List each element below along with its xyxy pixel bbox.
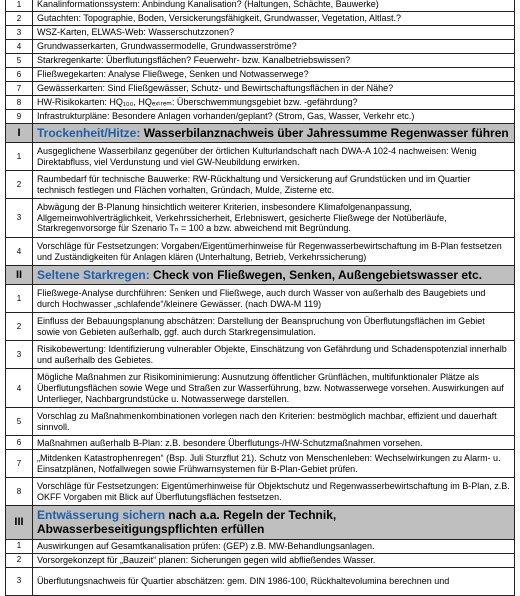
row-text: Gewässerkarten: Sind Fließgewässer, Schutz- und Bewirtschaftungsflächen in der Nähe? xyxy=(33,82,515,96)
section-numeral: II xyxy=(6,266,33,285)
row-text: Abwägung der B-Planung hinsichtlich weiterer Kriterien, insbesondere Klimafolgenanpassung, Allgemeinwohlverträglichkeit, Verkehrssicherheit, Erlebniswert, gesicherte Fließwege der Notüberläufe, Starkregenvorsorge für Szenario Tₙ = 100 a bzw. abweichend mit Begründung. xyxy=(33,199,515,238)
row-number: 5 xyxy=(6,408,33,436)
row-number: 8 xyxy=(6,96,33,110)
row-number: 7 xyxy=(6,450,33,478)
section-numeral: I xyxy=(6,124,33,143)
table-row xyxy=(6,408,515,436)
row-text: Kanalinformationssystem: Anbindung Kanalisation? (Haltungen, Schächte, Bauwerke) xyxy=(33,0,515,12)
table-row xyxy=(6,567,515,595)
row-text: Risikobewertung: Identifizierung vulnerabler Objekte, Einschätzung von Gefährdung und Schadenspotenzial innerhalb und außerhalb des Gebietes. xyxy=(33,341,515,369)
table-row xyxy=(6,96,515,110)
section-highlight: Entwässerung sichern xyxy=(37,508,166,523)
row-text: Maßnahmen außerhalb B-Plan: z.B. besondere Überflutungs-/HW-Schutzmaßnahmen vorsehen. xyxy=(33,436,515,450)
table-row xyxy=(6,0,515,12)
row-number: 1 xyxy=(6,539,33,553)
row-number: 8 xyxy=(6,478,33,506)
section-highlight: Trockenheit/Hitze: xyxy=(37,126,141,140)
section-title-text: Check von Fließwegen, Senken, Außengebietswasser etc. xyxy=(149,268,483,283)
row-number: 6 xyxy=(6,68,33,82)
table-row xyxy=(6,12,515,26)
row-number: 3 xyxy=(6,199,33,238)
table-row xyxy=(6,110,515,124)
row-number: 3 xyxy=(6,567,33,595)
row-number: 1 xyxy=(6,143,33,171)
row-number: 1 xyxy=(6,285,33,313)
table-row xyxy=(6,539,515,553)
row-text: WSZ-Karten, ELWAS-Web: Wasserschutzzonen? xyxy=(33,26,515,40)
section-header xyxy=(6,266,515,285)
row-text: Einfluss der Bebauungsplanung abschätzen: Darstellung der Beanspruchung von Überflutungsflächen im Gebiet sowie von Gebieten außerhalb, ggf. auch durch Starkregensimulation. xyxy=(33,313,515,341)
row-text: HW-Risikokarten: HQ₁₀₀, HQₑₓₜᵣₑₘ: Überschwemmungsgebiet bzw. -gefährdung? xyxy=(33,96,515,110)
row-number: 5 xyxy=(6,54,33,68)
checklist-sheet xyxy=(5,0,515,596)
row-text: Überflutungsnachweis für Quartier abschätzen: gem. DIN 1986-100, Rückhaltevolumina berechnen und xyxy=(33,567,515,595)
row-number: 4 xyxy=(6,238,33,266)
checklist-body xyxy=(6,0,515,595)
row-number: 1 xyxy=(6,0,33,12)
row-number: 2 xyxy=(6,12,33,26)
row-number: 2 xyxy=(6,171,33,199)
row-text: Mögliche Maßnahmen zur Risikominimierung: Ausnutzung öffentlicher Grünflächen, multifunktionaler Plätze als Überflutungsflächen sowie Wege und Straßen zur Wasserführung, bzw. Notwasserwege vorsehen. Auswirkungen auf Unterlieger, Nachbargrundstücke u. Notwasserwege darstellen. xyxy=(33,369,515,408)
table-row xyxy=(6,238,515,266)
row-text: Vorsorgekonzept für „Bauzeit“ planen: Sicherungen gegen wild abfließendes Wasser. xyxy=(33,553,515,567)
row-text: Ausgeglichene Wasserbilanz gegenüber der örtlichen Kulturlandschaft nach DWA-A 102-4 nachweisen: Wenig Direktabfluss, viel Verdunstung und viel GW-Neubildung erwirken. xyxy=(33,143,515,171)
table-row xyxy=(6,68,515,82)
row-number: 2 xyxy=(6,553,33,567)
row-text: Fließwegekarten: Analyse Fließwege, Senken und Notwasserwege? xyxy=(33,68,515,82)
section-title xyxy=(33,266,515,285)
row-number: 4 xyxy=(6,369,33,408)
row-text: Raumbedarf für technische Bauwerke: RW-Rückhaltung und Versickerung auf Grundstücken und im Quartier technisch festlegen und Flächen vorhalten, Gründach, Mulde, Zisterne etc. xyxy=(33,171,515,199)
row-text: Vorschläge für Festsetzungen: Eigentümerhinweise für Objektschutz und Regenwasserbewirtschaftung im B-Plan, z.B. OKFF Vorgaben mit Blick auf Überflutungsflächen festsetzen. xyxy=(33,478,515,506)
section-header xyxy=(6,124,515,143)
row-text: Vorschläge für Festsetzungen: Vorgaben/Eigentümerhinweise für Regenwasserbewirtschaftung im B-Plan festsetzen und Zuständigkeiten für Anlagen klären (Unterhaltung, Betrieb, Verkehrssicherung) xyxy=(33,238,515,266)
table-row xyxy=(6,553,515,567)
table-row xyxy=(6,436,515,450)
row-text: Grundwasserkarten, Grundwassermodelle, Grundwasserströme? xyxy=(33,40,515,54)
row-text: Infrastrukturpläne: Besondere Anlagen vorhanden/geplant? (Strom, Gas, Wasser, Verkehr etc.) xyxy=(33,110,515,124)
row-text: Auswirkungen auf Gesamtkanalisation prüfen: (GEP) z.B. MW-Behandlungsanlagen. xyxy=(33,539,515,553)
row-text: „Mitdenken Katastrophenregen“ (Bsp. Juli Sturzflut 21). Schutz von Menschenleben: Wechselwirkungen zu Alarm- u. Einsatzplänen, Notfallwegen sowie Frühwarnsystemen für B-Plan-Gebiet prüfen. xyxy=(33,450,515,478)
table-row xyxy=(6,478,515,506)
section-title xyxy=(33,124,515,143)
row-text: Vorschlag zu Maßnahmenkombinationen vorlegen nach den Kriterien: bestmöglich machbar, effizient und dauerhaft sinnvoll. xyxy=(33,408,515,436)
row-text: Fließwege-Analyse durchführen: Senken und Fließwege, auch durch Wasser von außerhalb des Baugebiets und durch Hochwasser „schlafende“/kleinere Gewässer. (nach DWA-M 119) xyxy=(33,285,515,313)
table-row xyxy=(6,199,515,238)
table-row xyxy=(6,313,515,341)
table-row xyxy=(6,40,515,54)
section-header xyxy=(6,506,515,539)
row-number: 7 xyxy=(6,82,33,96)
section-highlight: Seltene Starkregen: xyxy=(37,268,150,283)
row-number: 4 xyxy=(6,40,33,54)
checklist-table xyxy=(5,0,515,596)
table-row xyxy=(6,369,515,408)
table-row xyxy=(6,450,515,478)
row-number: 3 xyxy=(6,341,33,369)
section-title xyxy=(33,506,515,539)
table-row xyxy=(6,143,515,171)
table-row xyxy=(6,341,515,369)
row-number: 6 xyxy=(6,436,33,450)
table-row xyxy=(6,285,515,313)
row-text: Gutachten: Topographie, Boden, Versickerungsfähigkeit, Grundwasser, Vegetation, Altlast.? xyxy=(33,12,515,26)
table-row xyxy=(6,171,515,199)
row-text: Starkregenkarte: Überflutungsflächen? Feuerwehr- bzw. Kanalbetriebswissen? xyxy=(33,54,515,68)
section-title-text: Wasserbilanznachweis über Jahressumme Regenwasser führen xyxy=(140,126,509,140)
row-number: 2 xyxy=(6,313,33,341)
row-number: 3 xyxy=(6,26,33,40)
section-numeral: III xyxy=(6,506,33,539)
section-title-text: nach a.a. Regeln der Technik, Abwasserbeseitigungspflichten erfüllen xyxy=(37,508,337,537)
table-row xyxy=(6,26,515,40)
table-row xyxy=(6,82,515,96)
table-row xyxy=(6,54,515,68)
row-number: 9 xyxy=(6,110,33,124)
